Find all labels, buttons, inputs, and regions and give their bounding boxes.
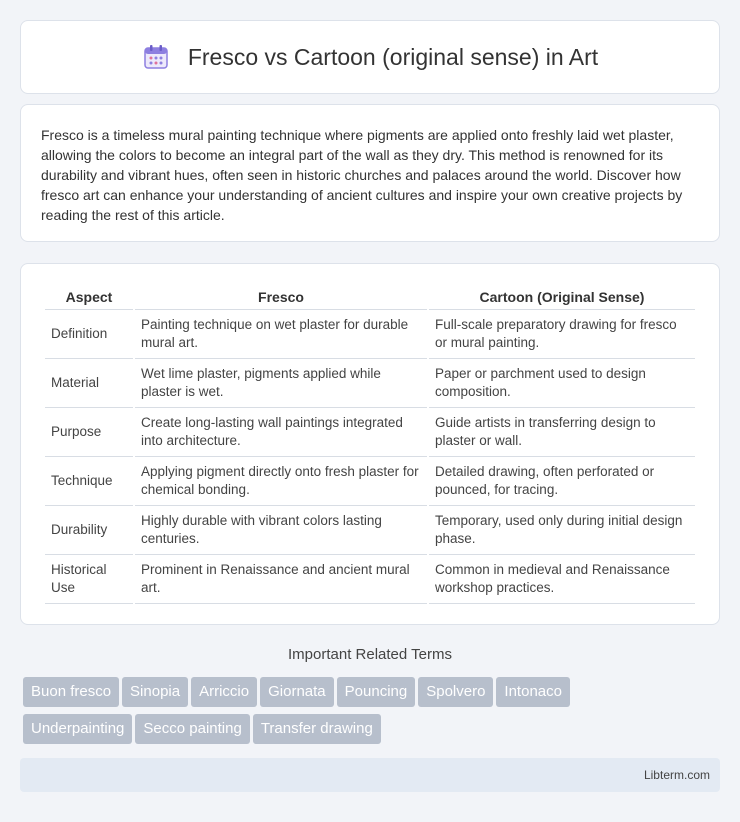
page-title: Fresco vs Cartoon (original sense) in Art <box>187 43 599 70</box>
comparison-table <box>43 284 697 604</box>
related-terms-title: Important Related Terms <box>288 646 452 663</box>
intro-card <box>20 104 720 242</box>
cartoon-cell: Detailed drawing, often perforated or pounced, for tracing. <box>429 457 695 506</box>
related-term-tag[interactable]: Intonaco <box>496 677 570 707</box>
column-header-cartoon: Cartoon (Original Sense) <box>429 284 695 310</box>
cartoon-cell: Temporary, used only during initial design phase. <box>429 506 695 555</box>
table-row <box>45 457 695 506</box>
related-term-tag[interactable]: Sinopia <box>122 677 188 707</box>
aspect-cell: Material <box>45 359 133 408</box>
table-row <box>45 408 695 457</box>
table-row <box>45 555 695 604</box>
table-row <box>45 506 695 555</box>
cartoon-cell: Paper or parchment used to design composition. <box>429 359 695 408</box>
related-term-tag[interactable]: Pouncing <box>337 677 416 707</box>
aspect-cell: Historical Use <box>45 555 133 604</box>
related-term-tag[interactable]: Buon fresco <box>23 677 119 707</box>
related-term-tag[interactable]: Secco painting <box>135 714 249 744</box>
related-term-tag[interactable]: Arriccio <box>191 677 257 707</box>
aspect-cell: Technique <box>45 457 133 506</box>
table-row <box>45 310 695 359</box>
column-header-fresco: Fresco <box>135 284 427 310</box>
aspect-cell: Purpose <box>45 408 133 457</box>
fresco-cell: Applying pigment directly onto fresh plaster for chemical bonding. <box>135 457 427 506</box>
related-terms-list <box>23 677 723 751</box>
column-header-aspect: Aspect <box>45 284 133 310</box>
fresco-cell: Highly durable with vibrant colors lasting centuries. <box>135 506 427 555</box>
aspect-cell: Definition <box>45 310 133 359</box>
related-term-tag[interactable]: Underpainting <box>23 714 132 744</box>
related-term-tag[interactable]: Spolvero <box>418 677 493 707</box>
fresco-cell: Prominent in Renaissance and ancient mural art. <box>135 555 427 604</box>
footer-site-link[interactable]: Libterm.com <box>643 768 710 782</box>
table-header-row <box>45 284 695 310</box>
comparison-table-card <box>20 263 720 625</box>
fresco-cell: Create long-lasting wall paintings integrated into architecture. <box>135 408 427 457</box>
aspect-cell: Durability <box>45 506 133 555</box>
footer <box>20 758 720 792</box>
cartoon-cell: Common in medieval and Renaissance workshop practices. <box>429 555 695 604</box>
table-row <box>45 359 695 408</box>
fresco-cell: Painting technique on wet plaster for durable mural art. <box>135 310 427 359</box>
related-term-tag[interactable]: Transfer drawing <box>253 714 381 744</box>
calendar-icon <box>142 43 170 71</box>
fresco-cell: Wet lime plaster, pigments applied while plaster is wet. <box>135 359 427 408</box>
header-card <box>20 20 720 94</box>
cartoon-cell: Full-scale preparatory drawing for fresco or mural painting. <box>429 310 695 359</box>
intro-text: Fresco is a timeless mural painting technique where pigments are applied onto freshly laid wet plaster, allowing the colors to become an integral part of the wall as they dry. This method is renowned for its durability and vibrant hues, often seen in historic churches and palaces around the world. Discover how fresco art can enhance your understanding of ancient cultures and inspire your own creative projects by reading the rest of this article. <box>41 127 683 223</box>
related-term-tag[interactable]: Giornata <box>260 677 334 707</box>
cartoon-cell: Guide artists in transferring design to plaster or wall. <box>429 408 695 457</box>
